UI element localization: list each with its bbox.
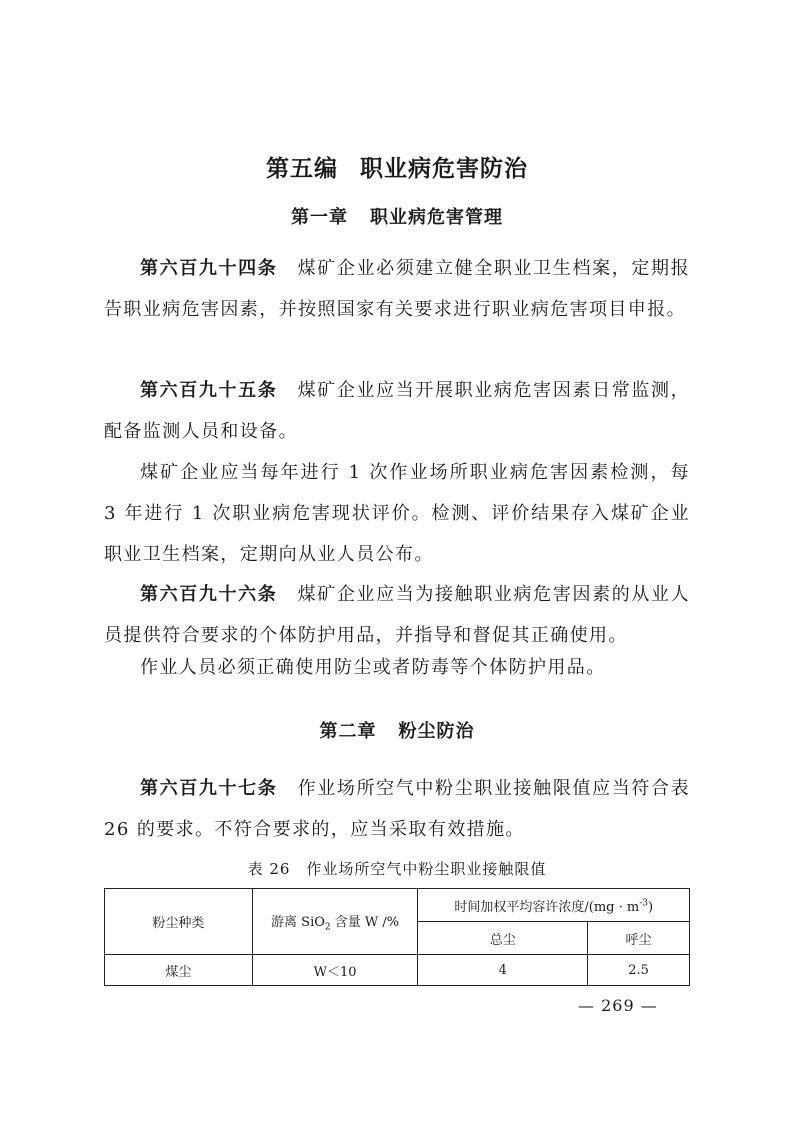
cell-dust-type: 煤尘 [105,955,253,986]
article-text: 煤矿企业应当为接触职业病危害因素的从业人员提供符合要求的个体防护用品，并指导和督促其正确使用。 [104,584,690,646]
article-696 [104,574,690,656]
paragraph-text: 作业人员必须正确使用防尘或者防毒等个体防护用品。 [140,657,606,678]
article-text: 煤矿企业应当开展职业病危害因素日常监测，配备监测人员和设备。 [104,380,690,442]
article-text: 作业场所空气中粉尘职业接触限值应当符合表 26 的要求。不符合要求的，应当采取有效措施。 [104,778,690,840]
part-title [0,150,794,183]
header-sio2-content: 游离 SiO$_2$ 含量 W /% [252,889,418,955]
paragraph-ppe-usage [104,647,690,688]
header-dust-type: 粉尘种类 [105,889,253,955]
paragraph-annual-inspection [104,452,690,575]
chapter-number: 第一章 [291,207,348,228]
chapter-title-2 [0,717,794,743]
page-number: — 269 — [578,996,658,1015]
part-number: 第五编 [266,156,338,182]
cell-sio2: W＜10 [252,955,418,986]
table-caption: 表 26 作业场所空气中粉尘职业接触限值 [247,860,547,878]
part-name: 职业病危害防治 [360,156,528,182]
article-695 [104,370,690,452]
chapter-name: 职业病危害管理 [370,207,503,228]
table-row [105,955,690,986]
article-text: 煤矿企业必须建立健全职业卫生档案，定期报告职业病危害因素，并按照国家有关要求进行职业病危害项目申报。 [104,258,690,320]
article-number: 第六百九十四条 [140,258,278,279]
article-694 [104,248,690,330]
paragraph-text: 煤矿企业应当每年进行 1 次作业场所职业病危害因素检测，每 3 年进行 1 次职业病危害现状评价。检测、评价结果存入煤矿企业职业卫生档案，定期向从业人员公布。 [104,462,690,565]
cell-respirable: 2.5 [588,955,690,986]
header-total-dust: 总尘 [418,922,588,955]
chapter-name: 粉尘防治 [398,721,475,742]
article-number: 第六百九十五条 [140,380,278,401]
chapter-title-1 [0,203,794,229]
header-twa-concentration: 时间加权平均容许浓度$/(mg \cdot m^{-3})$ [418,889,690,922]
chapter-number: 第二章 [319,721,377,742]
table-header-row [105,889,690,922]
cell-total: 4 [418,955,588,986]
article-number: 第六百九十六条 [140,584,278,605]
header-respirable-dust: 呼尘 [588,922,690,955]
article-697 [104,768,690,850]
dust-limits-table [104,888,690,986]
article-number: 第六百九十七条 [140,778,278,799]
